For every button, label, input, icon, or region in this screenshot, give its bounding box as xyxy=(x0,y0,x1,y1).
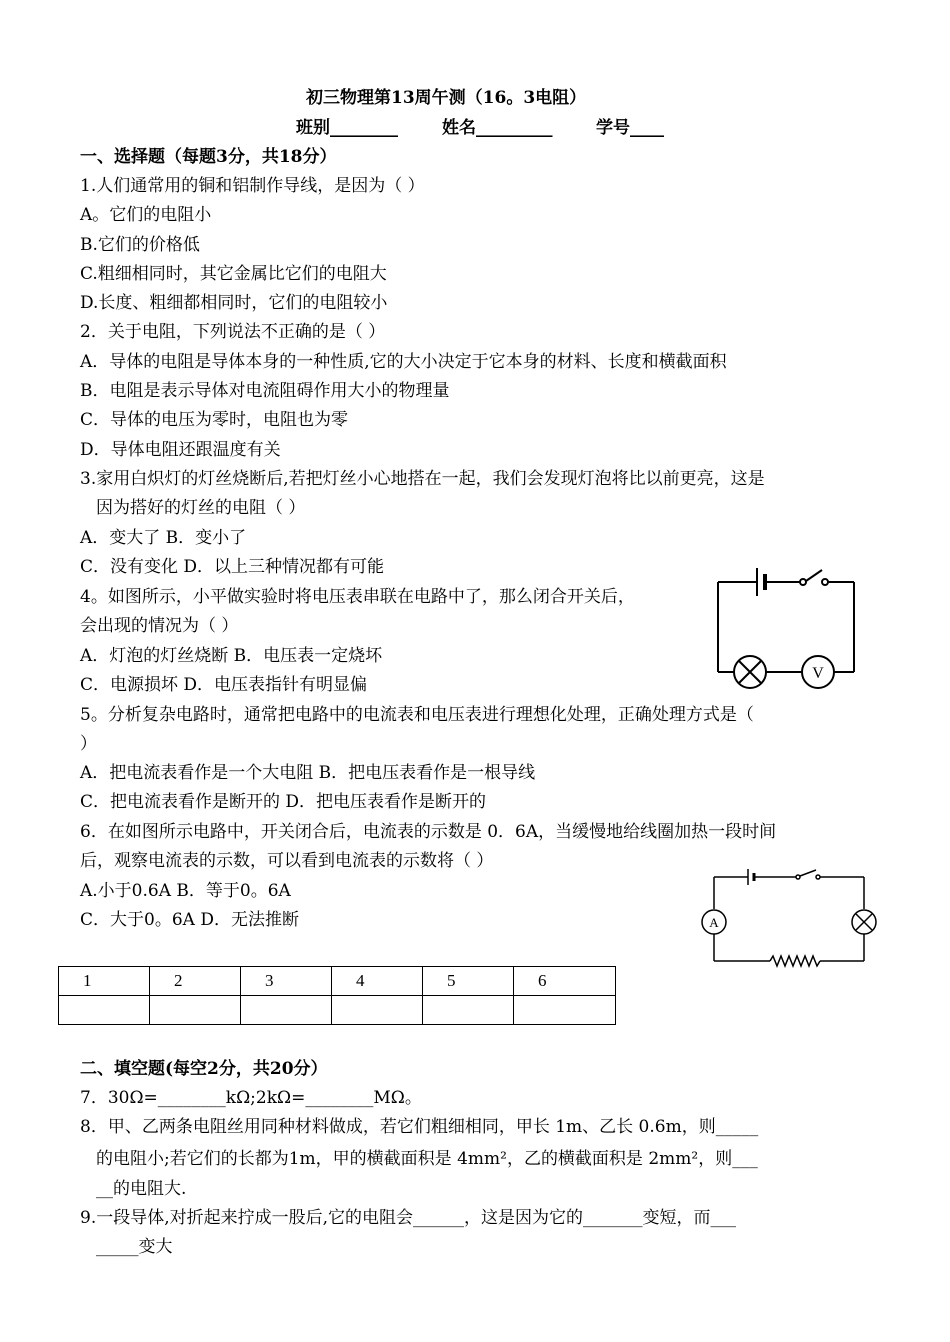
question-9: 9.一段导体,对折起来拧成一股后,它的电阻会______，这是因为它的_______变短，而___ xyxy=(80,1208,737,1228)
question-9-cont: _____变大 xyxy=(96,1237,173,1257)
section-heading-choice: 一、选择题（每题3分，共18分） xyxy=(80,147,337,167)
question-3: 3.家用白炽灯的灯丝烧断后,若把灯丝小心地搭在一起，我们会发现灯泡将比以前更亮，这是 xyxy=(80,469,765,489)
question-7: 7．30Ω=________kΩ;2kΩ=________MΩ。 xyxy=(80,1088,422,1108)
answer-header-cell: 6 xyxy=(514,967,616,996)
question-4: 4。如图所示，小平做实验时将电压表串联在电路中了，那么闭合开关后， xyxy=(80,587,635,607)
answer-header-cell: 2 xyxy=(150,967,241,996)
answer-header-cell: 5 xyxy=(423,967,514,996)
question-3-cont: 因为搭好的灯丝的电阻（ ） xyxy=(96,498,306,518)
option-line: C．电源损坏 D．电压表指针有明显偏 xyxy=(80,675,368,695)
answer-header-cell: 1 xyxy=(59,967,150,996)
name-field: 姓名_________ xyxy=(442,118,553,138)
answer-blank-cell[interactable] xyxy=(514,996,616,1025)
class-field: 班别________ xyxy=(296,118,398,138)
option-line: B．电阻是表示导体对电流阻碍作用大小的物理量 xyxy=(80,381,450,401)
question-1: 1.人们通常用的铜和铝制作导线，是因为（ ） xyxy=(80,176,425,196)
student-id-field: 学号____ xyxy=(596,118,664,138)
voltmeter-label: V xyxy=(812,665,824,682)
option-line: D．导体电阻还跟温度有关 xyxy=(80,440,281,460)
answer-blank-cell[interactable] xyxy=(150,996,241,1025)
question-8-cont: 的电阻小;若它们的长都为1m，甲的横截面积是 4mm²，乙的横截面积是 2mm²，则___ xyxy=(96,1149,758,1169)
switch-blade xyxy=(806,570,822,581)
answer-blank-cell[interactable] xyxy=(423,996,514,1025)
answer-table-blank-row xyxy=(59,996,616,1025)
option-line: C．导体的电压为零时，电阻也为零 xyxy=(80,410,349,430)
option-line: A.小于0.6A B．等于0。6A xyxy=(80,881,291,901)
question-8: 8．甲、乙两条电阻丝用同种材料做成，若它们粗细相同，甲长 1m、乙长 0.6m，则_____ xyxy=(80,1117,759,1137)
circuit-diagram-ammeter xyxy=(696,865,886,975)
option-line: C．没有变化 D．以上三种情况都有可能 xyxy=(80,557,385,577)
question-5-cont: ） xyxy=(80,734,97,754)
question-8-cont: __的电阻大. xyxy=(96,1179,187,1199)
circuit-diagram-voltmeter xyxy=(712,560,862,695)
option-line: C.粗细相同时，其它金属比它们的电阻大 xyxy=(80,264,387,284)
section-heading-fill: 二、填空题(每空2分，共20分） xyxy=(80,1059,328,1079)
answer-blank-cell[interactable] xyxy=(332,996,423,1025)
option-line: A．导体的电阻是导体本身的一种性质,它的大小决定于它本身的材料、长度和横截面积 xyxy=(80,352,727,372)
option-line: A．变大了 B．变小了 xyxy=(80,528,247,548)
question-2: 2．关于电阻，下列说法不正确的是（ ） xyxy=(80,322,386,342)
option-line: C．大于0。6A D．无法推断 xyxy=(80,910,299,930)
answer-header-cell: 4 xyxy=(332,967,423,996)
option-line: C．把电流表看作是断开的 D．把电压表看作是断开的 xyxy=(80,792,487,812)
question-5: 5。分析复杂电路时，通常把电路中的电流表和电压表进行理想化处理，正确处理方式是（ xyxy=(80,705,754,725)
switch-blade xyxy=(800,870,816,876)
question-6: 6．在如图所示电路中，开关闭合后，电流表的示数是 0．6A，当缓慢地给线圈加热一段时间 xyxy=(80,822,777,842)
option-line: B.它们的价格低 xyxy=(80,235,200,255)
coil-resistor xyxy=(770,956,820,966)
option-line: D.长度、粗细都相同时，它们的电阻较小 xyxy=(80,293,388,313)
ammeter-label: A xyxy=(709,915,719,930)
option-line: A。它们的电阻小 xyxy=(80,205,212,225)
answer-header-cell: 3 xyxy=(241,967,332,996)
question-4-cont: 会出现的情况为（ ） xyxy=(80,616,239,636)
question-6-cont: 后，观察电流表的示数，可以看到电流表的示数将（ ） xyxy=(80,851,494,871)
page-title: 初三物理第13周午测（16。3电阻） xyxy=(306,88,587,108)
answer-table xyxy=(58,966,616,1025)
answer-table-header-row xyxy=(59,967,616,996)
option-line: A．把电流表看作是一个大电阻 B．把电压表看作是一根导线 xyxy=(80,763,536,783)
answer-blank-cell[interactable] xyxy=(241,996,332,1025)
answer-blank-cell[interactable] xyxy=(59,996,150,1025)
option-line: A．灯泡的灯丝烧断 B．电压表一定烧坏 xyxy=(80,646,383,666)
